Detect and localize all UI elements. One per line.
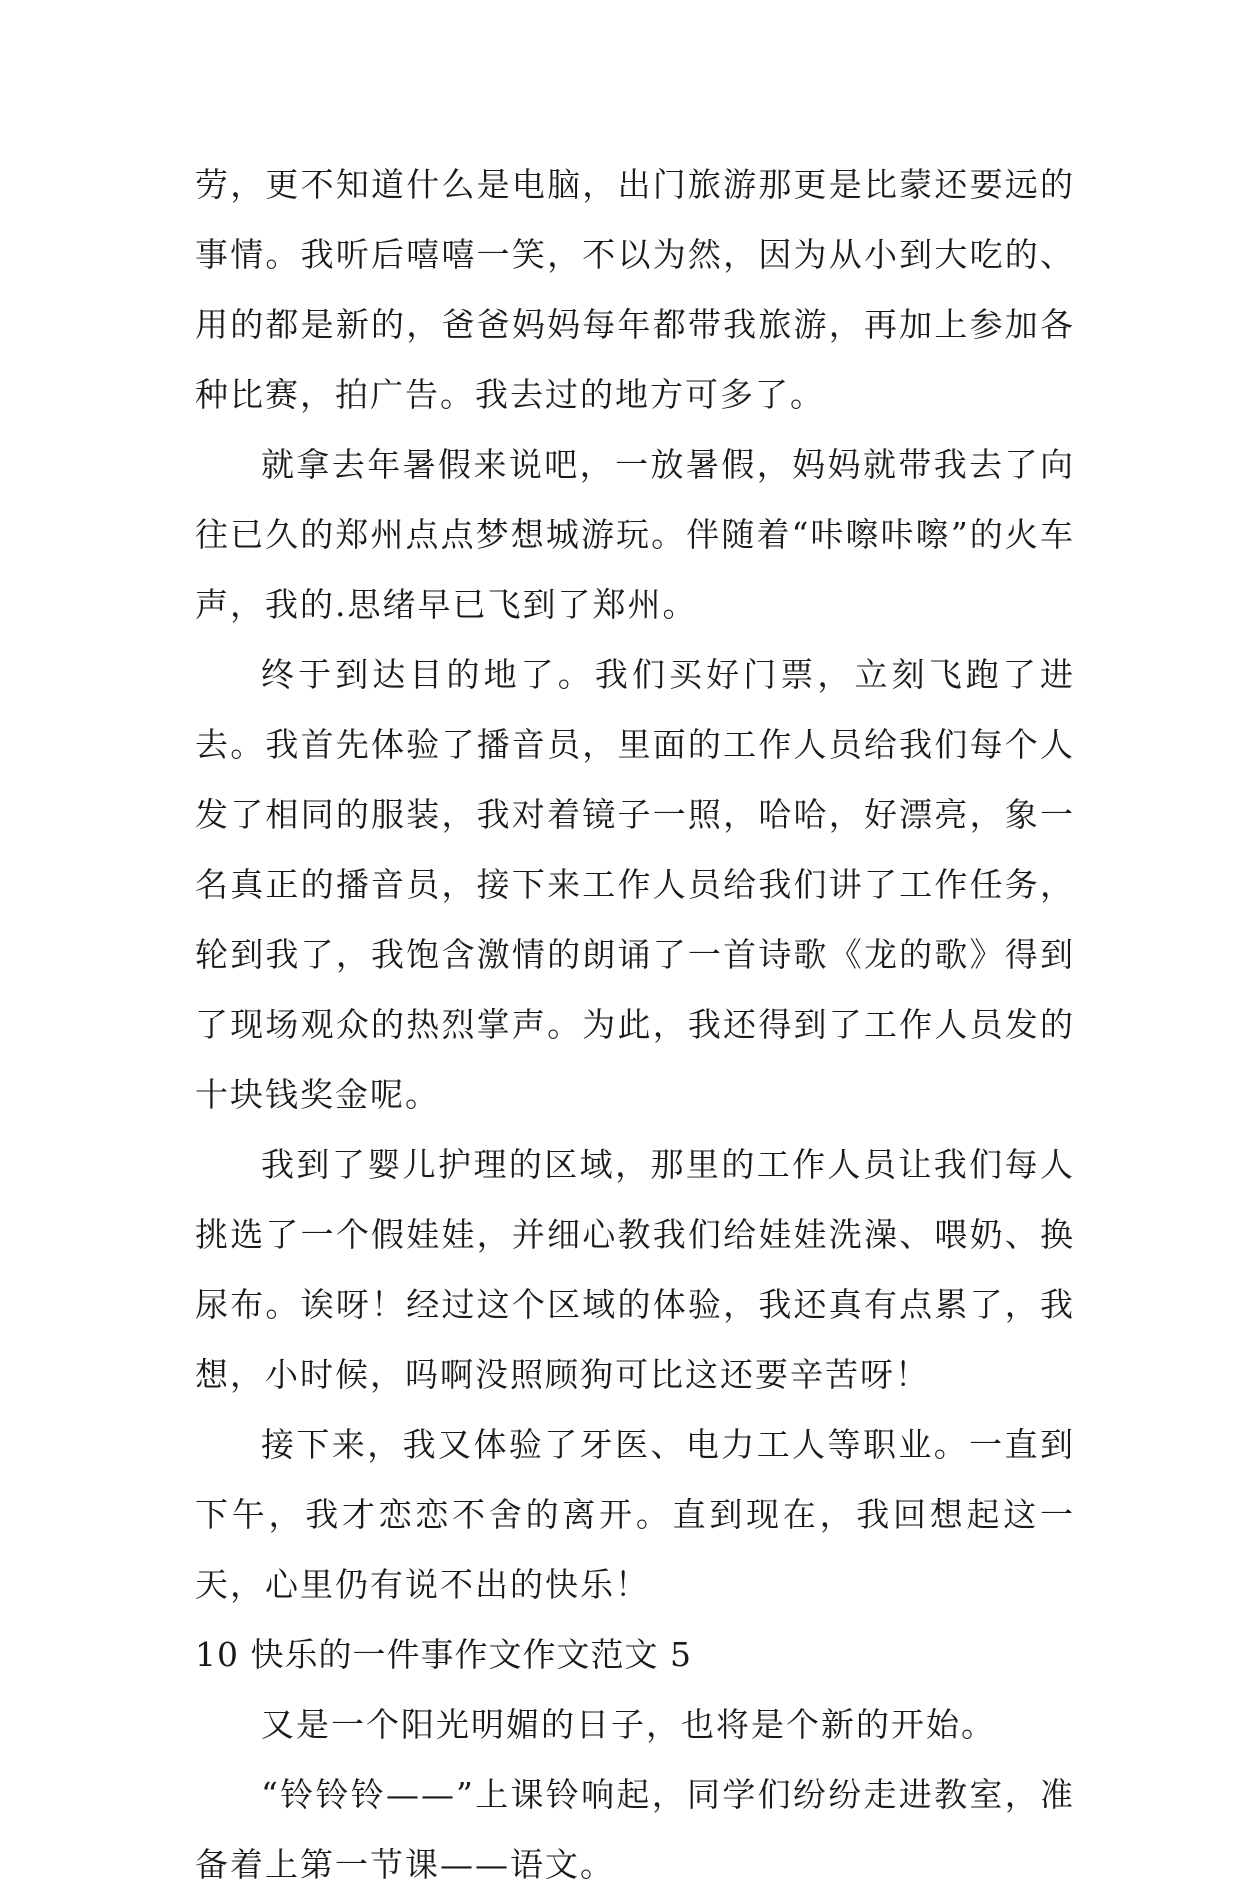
paragraph-6: 又是一个阳光明媚的日子，也将是个新的开始。 [261,1705,996,1744]
paragraph-5: 接下来，我又体验了牙医、电力工人等职业。一直到下午，我才恋恋不舍的离开。直到现在，我回想起这一天，心里仍有说不出的快乐！ [195,1425,1075,1604]
paragraph-2: 就拿去年暑假来说吧，一放暑假，妈妈就带我去了向往已久的郑州点点梦想城游玩。伴随着“咔嚓咔嚓”的火车声，我的.思绪早已飞到了郑州。 [195,445,1075,624]
section-heading: 10 快乐的一件事作文作文范文 5 [195,1635,692,1674]
paragraph-1: 劳，更不知道什么是电脑，出门旅游那更是比蒙还要远的事情。我听后嘻嘻一笑，不以为然，因为从小到大吃的、用的都是新的，爸爸妈妈每年都带我旅游，再加上参加各种比赛，拍广告。我去过的地方可多了。 [195,165,1075,414]
document-body [195,150,1075,1900]
paragraph-3: 终于到达目的地了。我们买好门票，立刻飞跑了进去。我首先体验了播音员，里面的工作人员给我们每个人发了相同的服装，我对着镜子一照，哈哈，好漂亮，象一名真正的播音员，接下来工作人员给我们讲了工作任务，轮到我了，我饱含激情的朗诵了一首诗歌《龙的歌》得到了现场观众的热烈掌声。为此，我还得到了工作人员发的十块钱奖金呢。 [195,655,1075,1114]
paragraph-7: “铃铃铃——”上课铃响起，同学们纷纷走进教室，准备着上第一节课——语文。 [195,1775,1075,1884]
paragraph-4: 我到了婴儿护理的区域，那里的工作人员让我们每人挑选了一个假娃娃，并细心教我们给娃娃洗澡、喂奶、换尿布。诶呀！经过这个区域的体验，我还真有点累了，我想，小时候，吗啊没照顾狗可比这还要辛苦呀！ [195,1145,1075,1394]
